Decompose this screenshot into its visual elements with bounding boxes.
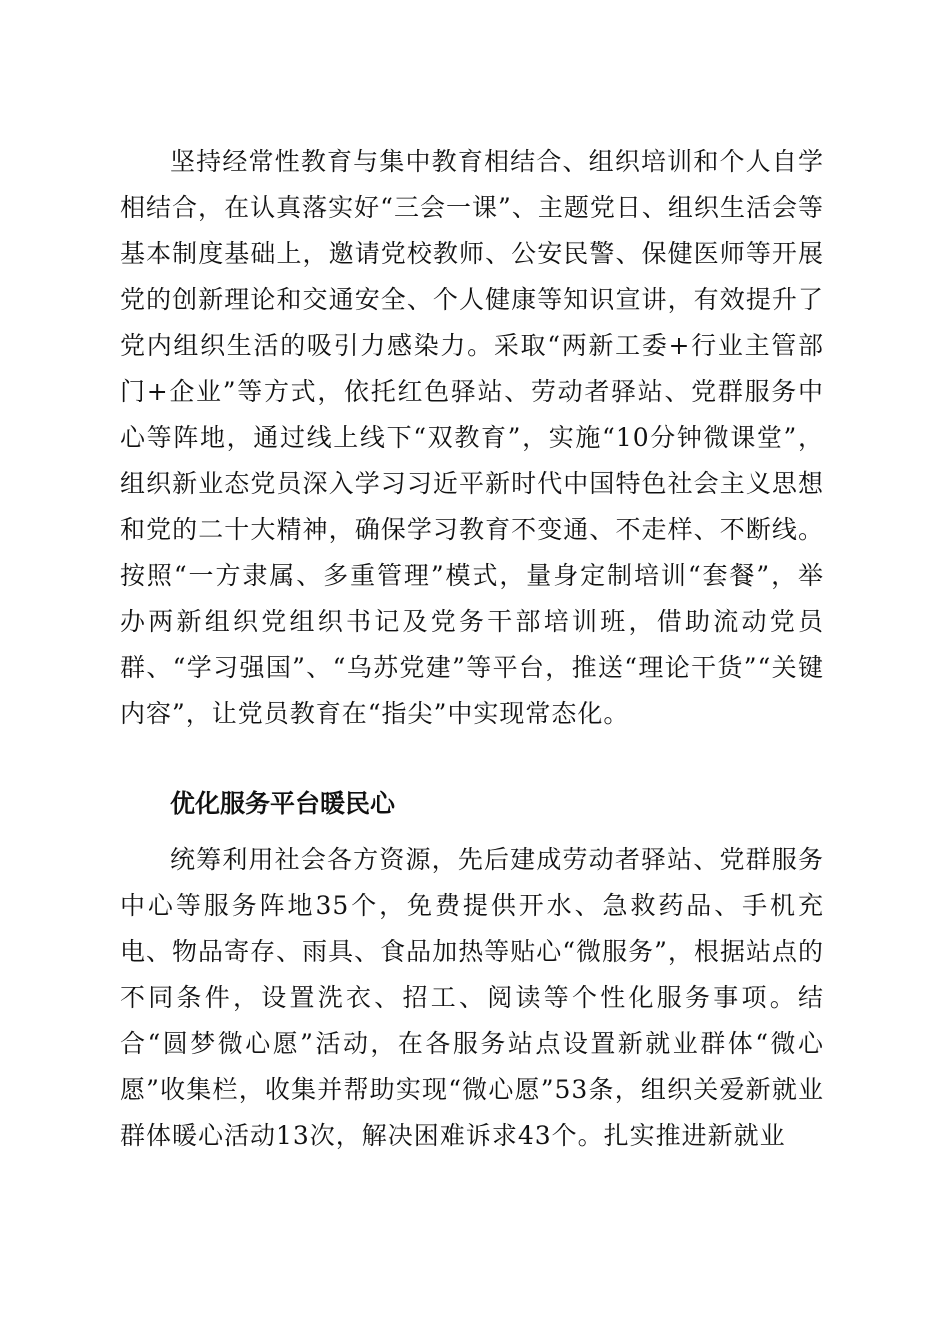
section-heading: 优化服务平台暖民心 [170,789,396,818]
body-paragraph-service: 统筹利用社会各方资源，先后建成劳动者驿站、党群服务中心等服务阵地35个，免费提供开水、急救药品、手机充电、物品寄存、雨具、食品加热等贴心“微服务”，根据站点的不同条件，设置洗衣、招工、阅读等个性化服务事项。结合“圆梦微心愿”活动，在各服务站点设置新就业群体“微心愿”收集栏，收集并帮助实现“微心愿”53条，组织关爱新就业群体暖心活动13次，解决困难诉求43个。扎实推进新就业 [120,845,824,1150]
body-paragraph-education: 坚持经常性教育与集中教育相结合、组织培训和个人自学相结合，在认真落实好“三会一课”、主题党日、组织生活会等基本制度基础上，邀请党校教师、公安民警、保健医师等开展党的创新理论和交通安全、个人健康等知识宣讲，有效提升了党内组织生活的吸引力感染力。采取“两新工委+行业主管部门+企业”等方式，依托红色驿站、劳动者驿站、党群服务中心等阵地，通过线上线下“双教育”，实施“10分钟微课堂”，组织新业态党员深入学习习近平新时代中国特色社会主义思想和党的二十大精神，确保学习教育不变通、不走样、不断线。按照“一方隶属、多重管理”模式，量身定制培训“套餐”，举办两新组织党组织书记及党务干部培训班，借助流动党员群、“学习强国”、“乌苏党建”等平台，推送“理论干货”“关键内容”，让党员教育在“指尖”中实现常态化。 [120,147,824,728]
